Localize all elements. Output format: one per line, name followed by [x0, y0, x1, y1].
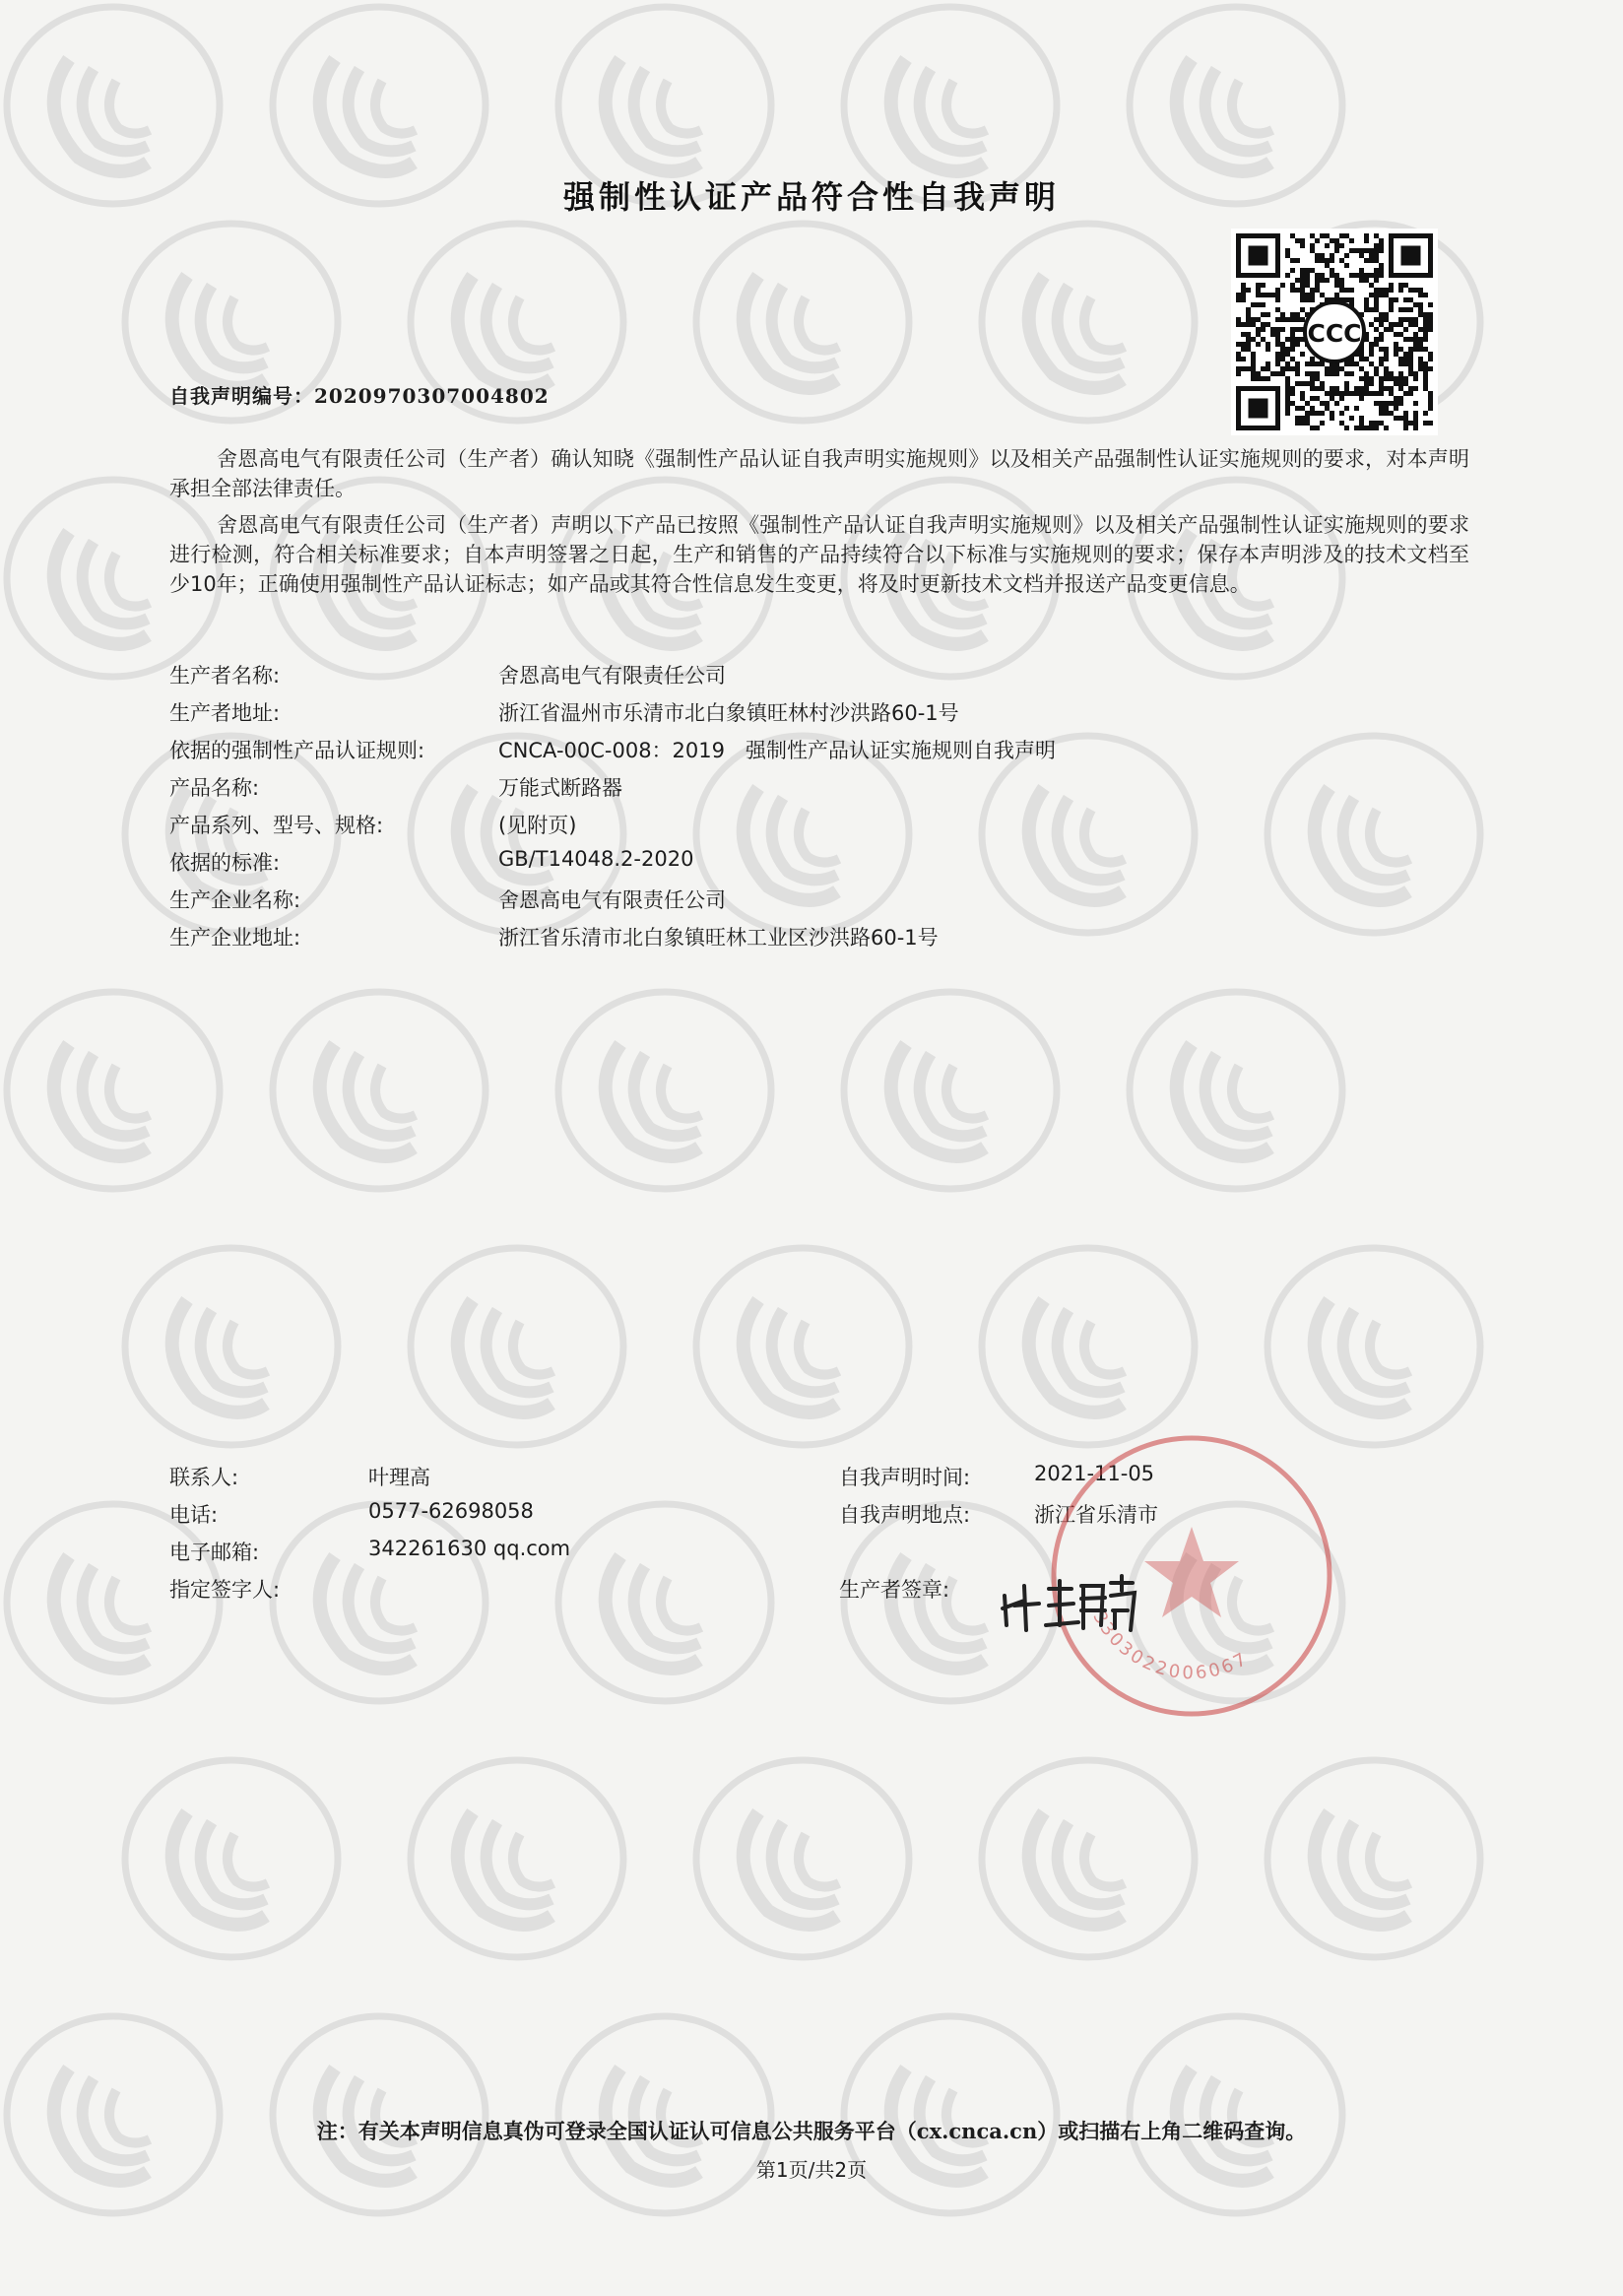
ccc-watermark-icon [975, 1753, 1201, 1965]
paragraph-declaration: 舍恩高电气有限责任公司（生产者）声明以下产品已按照《强制性产品认证自我声明实施规则》以及相关产品强制性认证实施规则的要求进行检测，符合相关标准要求；自本声明签署之日起，生产和销售的产品持续符合以下标准与实施规则的要求；保存本声明涉及的技术文档至少10年；正确使用强制性产品认证标志；如产品或其符合性信息发生变更，将及时更新技术文档并报送产品变更信息。 [169, 513, 1469, 596]
info-label: 生产企业地址: [169, 926, 301, 950]
info-label: 产品系列、型号、规格: [169, 814, 384, 837]
contact-value: 0577-62698058 [368, 1499, 534, 1523]
contact-label: 联系人: [169, 1466, 239, 1489]
ccc-watermark-icon [118, 1241, 345, 1453]
ccc-watermark-icon [118, 1753, 345, 1965]
info-label: 生产者名称: [169, 664, 281, 688]
handwritten-signature [995, 1571, 1142, 1640]
ccc-watermark-icon [552, 1497, 778, 1709]
ccc-watermark-icon [837, 985, 1064, 1197]
info-value: 万能式断路器 [498, 776, 622, 800]
paragraph-acknowledgement: 舍恩高电气有限责任公司（生产者）确认知晓《强制性产品认证自我声明实施规则》以及相关产品强制性认证实施规则的要求，对本声明承担全部法律责任。 [169, 447, 1469, 500]
ccc-watermark-icon [1261, 1753, 1487, 1965]
meta-label: 生产者签章: [839, 1578, 950, 1602]
ccc-watermark-icon [266, 1497, 492, 1709]
ccc-watermark-icon [552, 985, 778, 1197]
info-value: 舍恩高电气有限责任公司 [498, 888, 726, 912]
ccc-watermark-icon [1261, 729, 1487, 941]
info-label: 生产企业名称: [169, 888, 301, 912]
info-label: 生产者地址: [169, 701, 281, 725]
ccc-watermark-icon [266, 985, 492, 1197]
seal-number: 3303022006067 [1088, 1607, 1253, 1684]
svg-text:CCC: CCC [1307, 319, 1362, 348]
declaration-number [169, 380, 550, 409]
contact-label: 指定签字人: [169, 1578, 281, 1602]
contact-value: 叶理高 [368, 1466, 430, 1489]
ccc-watermark-icon [404, 1753, 630, 1965]
info-value: CNCA-00C-008：2019 强制性产品认证实施规则自我声明 [498, 739, 1057, 762]
info-value: (见附页) [498, 814, 577, 837]
info-label: 产品名称: [169, 776, 260, 800]
footer-note: 注：有关本声明信息真伪可登录全国认证认可信息公共服务平台（cx.cnca.cn）或扫描右上角二维码查询。 [316, 2119, 1307, 2143]
info-value: 浙江省温州市乐清市北白象镇旺林村沙洪路60-1号 [498, 701, 959, 725]
ccc-watermark-icon [404, 1241, 630, 1453]
ccc-watermark-icon [1123, 985, 1349, 1197]
page-title: 强制性认证产品符合性自我声明 [562, 178, 1060, 216]
info-label: 依据的强制性产品认证规则: [169, 739, 425, 762]
declaration-number-value: 2020970307004802 [314, 384, 550, 408]
meta-label: 自我声明地点: [839, 1503, 971, 1527]
ccc-watermark-icon [689, 1753, 916, 1965]
declaration-number-label: 自我声明编号： [169, 384, 314, 408]
meta-value: 2021-11-05 [1034, 1462, 1155, 1485]
contact-label: 电子邮箱: [169, 1541, 260, 1564]
info-label: 依据的标准: [169, 851, 281, 875]
ccc-watermark-icon [0, 985, 227, 1197]
info-value: 浙江省乐清市北白象镇旺林工业区沙洪路60-1号 [498, 926, 939, 950]
qr-code-icon[interactable] [1231, 229, 1438, 435]
ccc-watermark-icon [689, 1241, 916, 1453]
ccc-watermark-icon [975, 217, 1201, 428]
ccc-watermark-icon [689, 217, 916, 428]
info-value: GB/T14048.2-2020 [498, 847, 694, 871]
meta-label: 自我声明时间: [839, 1466, 971, 1489]
email-value: 342261630 qq.com [368, 1537, 571, 1560]
meta-value: 浙江省乐清市 [1034, 1503, 1158, 1527]
info-value: 舍恩高电气有限责任公司 [498, 664, 726, 688]
contact-label: 电话: [169, 1503, 219, 1527]
page-number: 第1页/共2页 [755, 2158, 868, 2182]
